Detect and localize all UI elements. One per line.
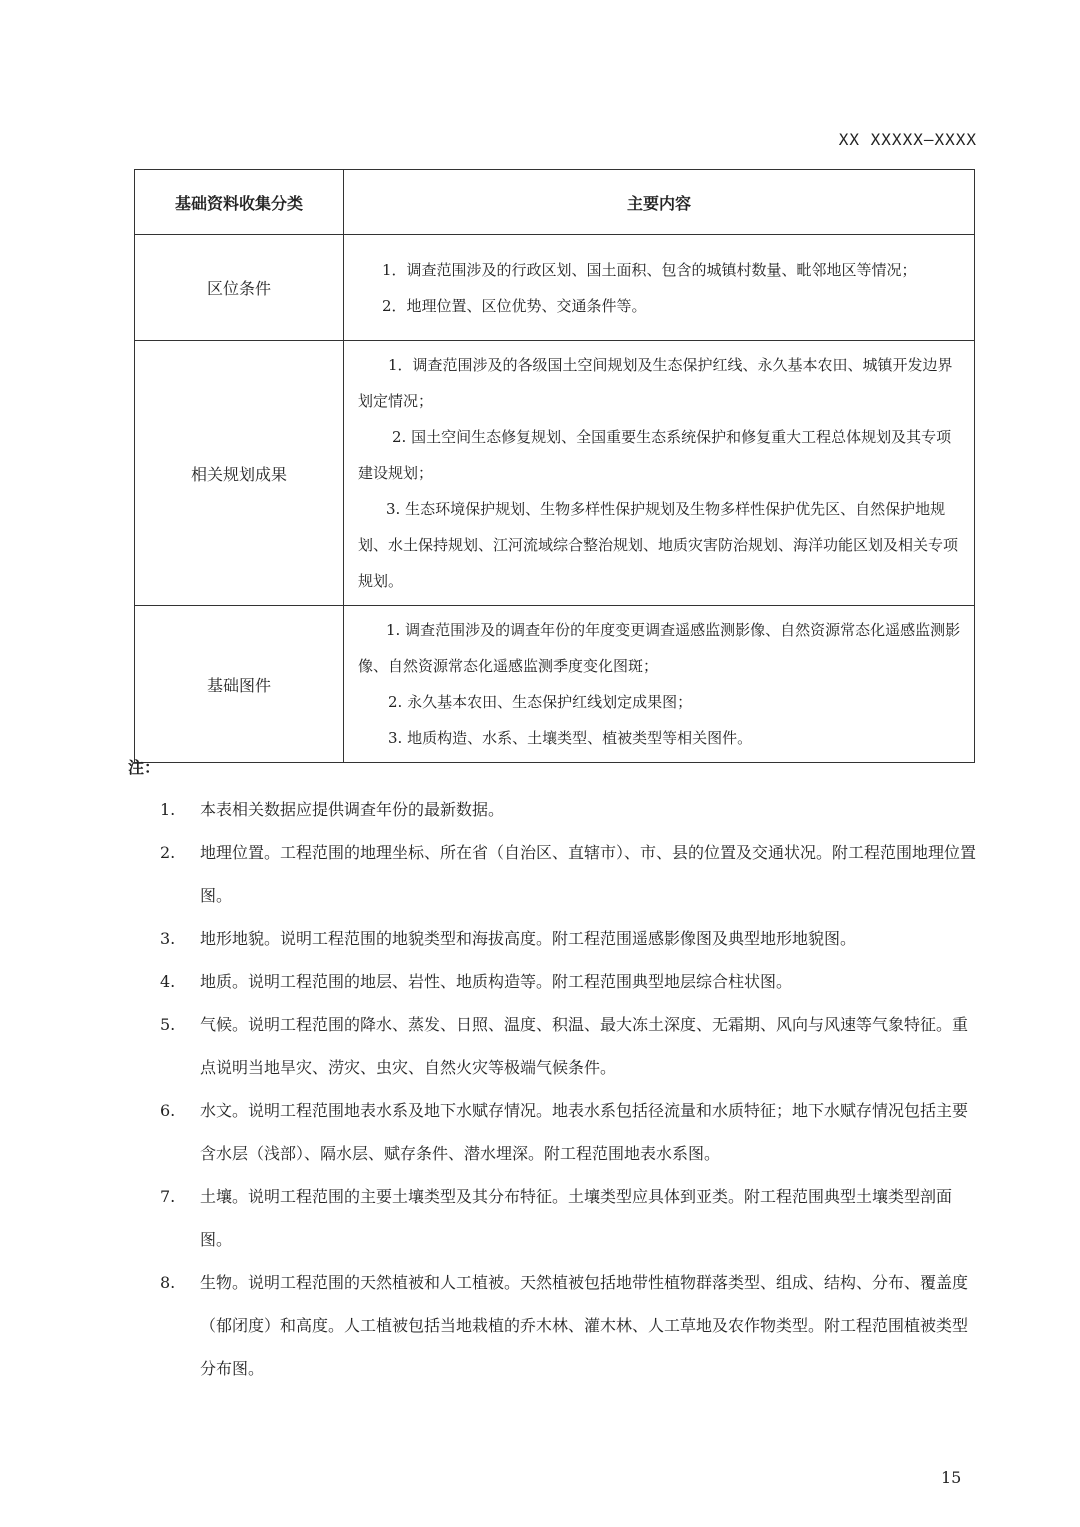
note-text: 生物。说明工程范围的天然植被和人工植被。天然植被包括地带性植物群落类型、组成、结构、分布、覆盖度（郁闭度）和高度。人工植被包括当地栽植的乔木林、灌木林、人工草地及农作物类型。附工程范围植被类型分布图。 <box>200 1273 969 1378</box>
list-item <box>160 1089 980 1175</box>
note-number: 1. <box>160 800 176 819</box>
content-item: 2．地理位置、区位优势、交通条件等。 <box>382 296 647 315</box>
table-header-row <box>135 170 975 235</box>
list-item <box>160 788 980 831</box>
list-item <box>160 960 980 1003</box>
note-text: 地质。说明工程范围的地层、岩性、地质构造等。附工程范围典型地层综合柱状图。 <box>200 972 793 991</box>
table-row <box>135 341 975 606</box>
list-item <box>160 1261 980 1390</box>
note-number: 7. <box>160 1187 176 1206</box>
content-item: 3. 生态环境保护规划、生物多样性保护规划及生物多样性保护优先区、自然保护地规划、水土保持规划、江河流域综合整治规划、地质灾害防治规划、海洋功能区划及相关专项规划。 <box>358 500 959 590</box>
column-header-content: 主要内容 <box>344 170 975 235</box>
table-row <box>135 606 975 763</box>
row-content <box>344 606 975 763</box>
note-number: 3. <box>160 929 176 948</box>
content-item: 1. 调查范围涉及的调查年份的年度变更调查遥感监测影像、自然资源常态化遥感监测影像、自然资源常态化遥感监测季度变化图斑； <box>358 621 961 675</box>
note-text: 气候。说明工程范围的降水、蒸发、日照、温度、积温、最大冻土深度、无霜期、风向与风速等气象特征。重点说明当地旱灾、涝灾、虫灾、自然火灾等极端气候条件。 <box>200 1015 969 1077</box>
note-number: 5. <box>160 1015 176 1034</box>
notes-list <box>160 788 980 1390</box>
note-text: 地理位置。工程范围的地理坐标、所在省（自治区、直辖市）、市、县的位置及交通状况。附工程范围地理位置图。 <box>200 843 977 905</box>
list-item <box>160 831 980 917</box>
note-text: 地形地貌。说明工程范围的地貌类型和海拔高度。附工程范围遥感影像图及典型地形地貌图。 <box>200 929 857 948</box>
column-header-category: 基础资料收集分类 <box>135 170 344 235</box>
content-item: 2. 永久基本农田、生态保护红线划定成果图； <box>388 693 693 711</box>
note-number: 2. <box>160 843 176 862</box>
table-row <box>135 235 975 341</box>
list-item <box>160 1175 980 1261</box>
note-number: 8. <box>160 1273 176 1292</box>
note-number: 4. <box>160 972 176 991</box>
note-text: 土壤。说明工程范围的主要土壤类型及其分布特征。土壤类型应具体到亚类。附工程范围典型土壤类型剖面图。 <box>200 1187 953 1249</box>
row-category: 区位条件 <box>135 235 344 341</box>
list-item <box>160 1003 980 1089</box>
row-content <box>344 341 975 606</box>
content-item: 1．调查范围涉及的各级国土空间规划及生态保护红线、永久基本农田、城镇开发边界划定情况； <box>358 356 953 410</box>
document-code: XX XXXXX—XXXX <box>838 130 977 149</box>
content-item: 2. 国土空间生态修复规划、全国重要生态系统保护和修复重大工程总体规划及其专项建设规划； <box>358 428 952 482</box>
row-category: 相关规划成果 <box>135 341 344 606</box>
data-collection-table <box>134 169 975 763</box>
note-text: 水文。说明工程范围地表水系及地下水赋存情况。地表水系包括径流量和水质特征；地下水赋存情况包括主要含水层（浅部）、隔水层、赋存条件、潜水埋深。附工程范围地表水系图。 <box>200 1101 969 1163</box>
content-item: 3. 地质构造、水系、土壤类型、植被类型等相关图件。 <box>388 729 753 747</box>
row-category: 基础图件 <box>135 606 344 763</box>
note-text: 本表相关数据应提供调查年份的最新数据。 <box>200 800 505 819</box>
note-number: 6. <box>160 1101 176 1120</box>
row-content <box>344 235 975 341</box>
content-item: 1．调查范围涉及的行政区划、国土面积、包含的城镇村数量、毗邻地区等情况； <box>382 260 917 279</box>
notes-title: 注： <box>128 758 161 777</box>
page-number: 15 <box>941 1468 962 1487</box>
list-item <box>160 917 980 960</box>
